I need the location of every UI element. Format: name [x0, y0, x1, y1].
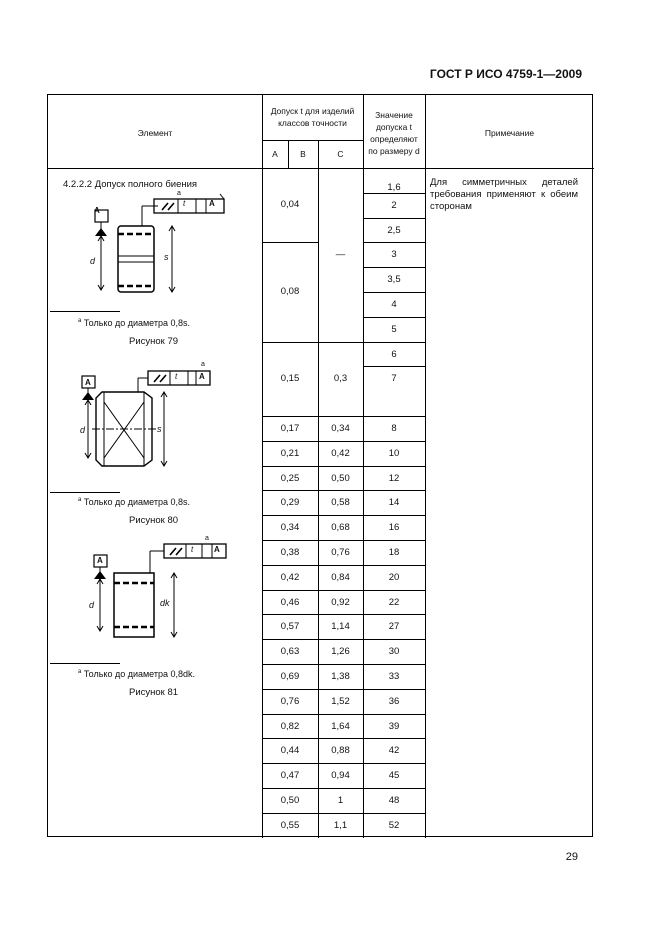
tolerance-ab-cell: 0,63 [280, 646, 300, 657]
header-divider [262, 140, 363, 141]
d-value-cell: 8 [391, 423, 397, 434]
col-header-class-b: B [300, 149, 306, 159]
tolerance-c-cell: 0,50 [331, 473, 350, 484]
header-bottom-line [48, 168, 594, 169]
tolerance-ab-cell: 0,25 [280, 473, 300, 484]
row-divider [363, 267, 425, 268]
row-divider [363, 218, 425, 219]
row-divider [262, 714, 425, 715]
d-value-cell: 45 [388, 770, 400, 781]
merged-ab-cell: 0,08 [280, 286, 300, 297]
figure-80-drawing [74, 362, 244, 472]
figure-79-footnote: $^a$ Только до диаметра 0,8s. [78, 318, 191, 328]
col-header-class-a: A [272, 149, 278, 159]
figure-80-footnote-mark: a [201, 361, 205, 368]
merged-c-cell: — [335, 249, 346, 260]
figure-81-drawing [84, 535, 254, 645]
tolerance-ab-cell: 0,47 [280, 770, 300, 781]
d-value-cell: 1,6 [387, 182, 401, 193]
note-text: Для симметричных деталей требования применяют к обеим сторонам [430, 177, 578, 212]
row-divider [262, 614, 425, 615]
tolerance-ab-cell: 0,29 [280, 497, 300, 508]
d-value-cell: 7 [391, 373, 397, 384]
tolerance-c-cell: 1 [337, 795, 344, 806]
tolerance-c-cell: 1,26 [331, 646, 350, 657]
tolerance-c-cell: 0,92 [331, 597, 350, 608]
figure-81-dim-dk: dk [160, 598, 170, 608]
d-value-cell: 2 [391, 200, 397, 211]
figure-80-dim-d: d [80, 425, 86, 435]
tolerance-ab-cell: 0,21 [280, 448, 300, 459]
d-value-cell: 33 [388, 671, 400, 682]
figure-79-dim-d: d [90, 256, 96, 266]
row-divider [262, 689, 425, 690]
footnote-rule [50, 492, 120, 493]
d-value-cell: 2,5 [387, 225, 401, 236]
tolerance-c-cell: 1,64 [331, 721, 350, 732]
row-divider [262, 441, 425, 442]
row-divider [363, 292, 425, 293]
d-value-cell: 52 [388, 820, 400, 831]
d-value-cell: 18 [388, 547, 400, 558]
tolerance-ab-cell: 0,42 [280, 572, 300, 583]
tolerance-ab-cell: 0,46 [280, 597, 300, 608]
tolerance-ab-cell: 0,55 [280, 820, 300, 831]
col-header-tolerance: Допуск t для изделий классов точности [270, 106, 355, 128]
tolerance-ab-cell: 0,38 [280, 547, 300, 558]
row-divider [262, 788, 425, 789]
tolerance-ab-cell: 0,76 [280, 696, 300, 707]
d-value-cell: 20 [388, 572, 400, 583]
col-header-value: Значение допуска t определяют по размеру d [368, 110, 420, 156]
d-value-cell: 4 [391, 299, 397, 310]
figure-79-caption: Рисунок 79 [129, 336, 179, 347]
row-divider [262, 242, 318, 243]
col-divider [318, 168, 319, 342]
row-divider [262, 416, 425, 417]
row-divider [262, 639, 425, 640]
d-value-cell: 6 [391, 349, 397, 360]
d-value-cell: 30 [388, 646, 400, 657]
tolerance-c-cell: 0,58 [331, 497, 350, 508]
merged-c-cell: 0,3 [333, 373, 348, 384]
figure-80-footnote: $^a$ Только до диаметра 0,8s. [78, 497, 191, 507]
row-divider [363, 342, 425, 343]
d-value-cell: 3,5 [387, 274, 401, 285]
figure-81-footnote-mark: a [205, 535, 209, 542]
row-divider [262, 515, 425, 516]
row-divider [363, 193, 425, 194]
figure-79-dim-s: s [164, 252, 169, 262]
d-value-cell: 12 [388, 473, 400, 484]
merged-ab-cell: 0,15 [280, 373, 300, 384]
tolerance-c-cell: 0,76 [331, 547, 350, 558]
d-value-cell: 5 [391, 324, 397, 335]
col-divider [425, 95, 426, 838]
d-value-cell: 14 [388, 497, 400, 508]
merged-ab-cell: 0,04 [280, 199, 300, 210]
figure-81-datum-label: A [97, 556, 103, 565]
tolerance-ab-cell: 0,69 [280, 671, 300, 682]
row-divider [262, 813, 425, 814]
figure-81-caption: Рисунок 81 [129, 687, 179, 698]
row-divider [262, 590, 425, 591]
row-divider [262, 490, 425, 491]
tolerance-ab-cell: 0,57 [280, 621, 300, 632]
tolerance-c-cell: 0,94 [331, 770, 350, 781]
tolerance-c-cell: 0,34 [331, 423, 350, 434]
tolerance-c-cell: 1,1 [333, 820, 348, 831]
tolerance-c-cell: 1,14 [331, 621, 350, 632]
row-divider [262, 664, 425, 665]
row-divider [262, 738, 425, 739]
d-value-cell: 16 [388, 522, 400, 533]
figure-81-datum-ref: A [214, 545, 220, 554]
tolerance-c-cell: 0,42 [331, 448, 350, 459]
figure-80-tolerance-symbol: t [175, 372, 178, 381]
col-header-element: Элемент [137, 128, 173, 138]
tolerance-ab-cell: 0,34 [280, 522, 300, 533]
tolerance-c-cell: 0,88 [331, 745, 350, 756]
figure-79-footnote-mark: a [177, 190, 181, 197]
row-divider [363, 242, 425, 243]
document-header: ГОСТ Р ИСО 4759-1—2009 [429, 67, 582, 81]
tolerance-c-cell: 0,68 [331, 522, 350, 533]
row-divider [262, 565, 425, 566]
d-value-cell: 42 [388, 745, 400, 756]
figure-81-dim-d: d [89, 600, 95, 610]
figure-80-datum-label: A [85, 378, 91, 387]
figure-81-footnote: $^a$ Только до диаметра 0,8dk. [78, 669, 196, 679]
col-header-class-c: C [337, 149, 344, 159]
figure-79-tolerance-symbol: t [183, 199, 186, 208]
d-value-cell: 36 [388, 696, 400, 707]
row-divider [363, 366, 425, 367]
d-value-cell: 27 [388, 621, 400, 632]
tolerance-ab-cell: 0,44 [280, 745, 300, 756]
col-header-note: Примечание [484, 128, 535, 138]
row-divider [262, 342, 363, 343]
tolerance-c-cell: 0,84 [331, 572, 350, 583]
d-value-cell: 48 [388, 795, 400, 806]
tolerance-ab-cell: 0,82 [280, 721, 300, 732]
footnote-rule [50, 311, 120, 312]
d-value-cell: 10 [388, 448, 400, 459]
row-divider [262, 466, 425, 467]
figure-80-caption: Рисунок 80 [129, 515, 179, 526]
footnote-rule [50, 663, 120, 664]
d-value-cell: 3 [391, 249, 397, 260]
figure-80-dim-s: s [157, 424, 162, 434]
tolerance-c-cell: 1,52 [331, 696, 350, 707]
row-divider [363, 317, 425, 318]
page-number: 29 [565, 851, 578, 863]
tolerance-ab-cell: 0,50 [280, 795, 300, 806]
d-value-cell: 22 [388, 597, 400, 608]
row-divider [262, 763, 425, 764]
tolerance-ab-cell: 0,17 [280, 423, 300, 434]
tolerance-c-cell: 1,38 [331, 671, 350, 682]
figure-79-drawing [80, 190, 250, 300]
figure-79-datum-label: A [94, 206, 100, 215]
figure-81-tolerance-symbol: t [191, 545, 194, 554]
row-divider [262, 540, 425, 541]
section-heading: 4.2.2.2 Допуск полного биения [63, 179, 198, 190]
figure-79-datum-ref: A [209, 199, 215, 208]
figure-80-datum-ref: A [199, 372, 205, 381]
d-value-cell: 39 [388, 721, 400, 732]
